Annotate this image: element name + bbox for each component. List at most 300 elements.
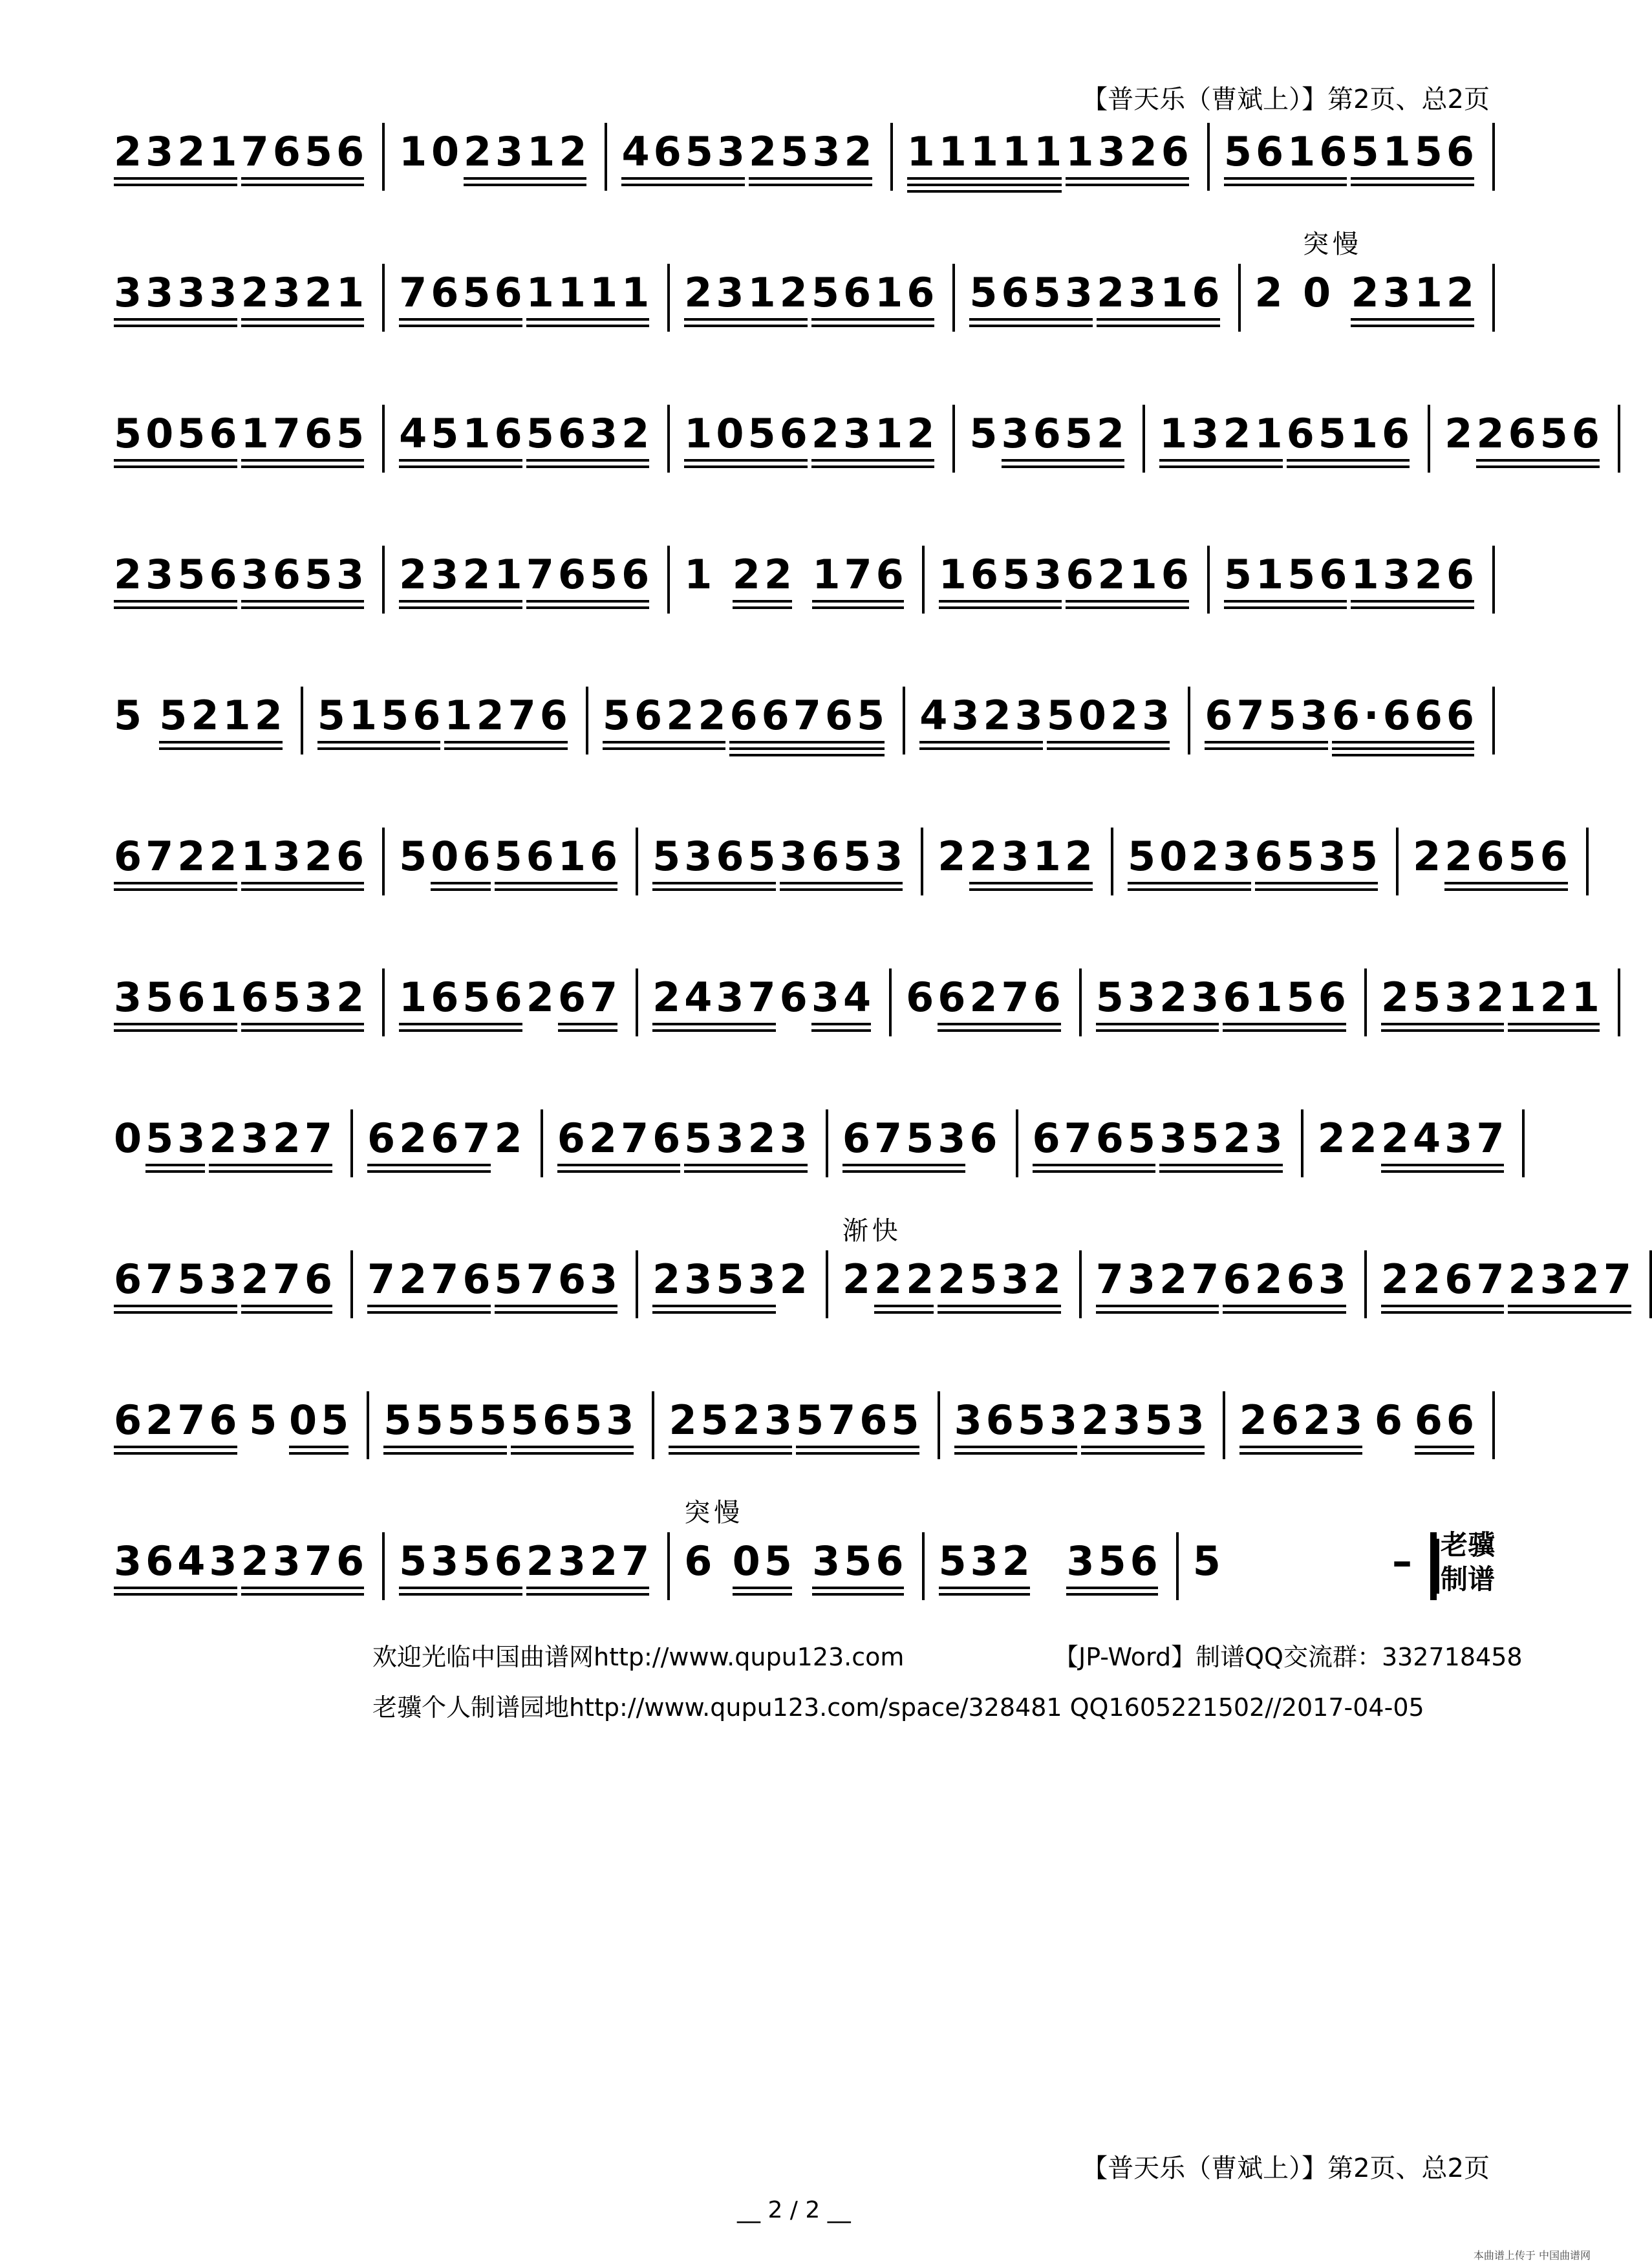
note-text: 4323 [919, 692, 1047, 739]
arranger-signature-line: 制谱 [1440, 1563, 1495, 1595]
underline-sixteenth [526, 606, 650, 609]
underline-sixteenth [114, 888, 237, 891]
note-text: 1656 [399, 974, 526, 1021]
measure [923, 828, 1113, 895]
note-text: 2 [526, 974, 558, 1021]
note-group [510, 1391, 638, 1444]
note-group [1046, 687, 1174, 739]
note-text: 1326 [1066, 128, 1193, 175]
note-group [811, 405, 939, 457]
note-group [431, 123, 464, 175]
underline-sixteenth [1476, 465, 1600, 468]
arranger-signature [1441, 1528, 1495, 1596]
underline-eighth [1508, 1305, 1631, 1307]
measure [114, 1391, 369, 1459]
underline-sixteenth [495, 888, 618, 891]
footer-qq-group: 【JP-Word】制谱QQ交流群：332718458 [1054, 1643, 1523, 1671]
underline-sixteenth [241, 606, 365, 609]
underline-eighth [907, 177, 1062, 180]
note-text: – [1392, 1537, 1416, 1585]
note-text: 7656 [526, 551, 654, 598]
note-text: 05 [289, 1396, 353, 1444]
note-group [1223, 968, 1350, 1021]
underline-eighth [431, 882, 490, 884]
note-text: 67 [557, 974, 622, 1021]
note-text: 5212 [159, 692, 286, 739]
underline-sixteenth [159, 747, 283, 750]
underline-eighth [684, 459, 808, 462]
note-text: 6753 [114, 1256, 241, 1303]
underline-sixteenth [1066, 1593, 1157, 1596]
note-text: 2437 [652, 974, 780, 1021]
note-text: 1 [684, 551, 716, 598]
score-row [114, 687, 1495, 828]
note-text: 5632 [526, 410, 654, 457]
underline-sixteenth [684, 325, 808, 327]
note-group [1444, 405, 1477, 457]
underline-eighth [603, 741, 726, 744]
underline-eighth [811, 318, 935, 321]
underline-eighth [938, 1023, 1061, 1025]
note-text: 2312 [684, 269, 811, 316]
note-text: 1 [399, 128, 431, 175]
note-group [1508, 968, 1604, 1021]
note-text: 1321 [1159, 410, 1287, 457]
underline-eighth [1381, 1023, 1505, 1025]
note-text: 1765 [241, 410, 369, 457]
note-text: 2327 [209, 1115, 336, 1162]
measure [385, 546, 670, 614]
underline-eighth [811, 459, 935, 462]
measure [1210, 123, 1495, 191]
underline-sixteenth [669, 1452, 792, 1455]
note-group [444, 687, 572, 739]
underline-eighth [367, 1305, 491, 1307]
underline-eighth [1002, 459, 1125, 462]
note-group [811, 264, 939, 316]
note-group [241, 1532, 369, 1585]
note-group [114, 1391, 241, 1444]
note-text: 2353 [1081, 1396, 1208, 1444]
note-group [1331, 687, 1478, 739]
underline-sixteenth [367, 1170, 491, 1173]
page-number: __ 2 / 2 __ [737, 2197, 851, 2223]
measure [385, 123, 607, 191]
score-row [114, 123, 1495, 264]
note-group [557, 1109, 685, 1162]
score-row [114, 230, 1495, 405]
measure [114, 968, 385, 1036]
note-text: 5555 [383, 1396, 511, 1444]
note-group [1192, 1532, 1225, 1585]
underline-sixteenth [749, 184, 872, 186]
underline-eighth [1066, 1587, 1157, 1589]
note-text: 2 [938, 833, 970, 880]
note-text: 2376 [241, 1537, 369, 1585]
note-group [209, 1109, 336, 1162]
note-text: 5616 [1223, 128, 1351, 175]
underline-eighth [1239, 1446, 1363, 1448]
underline-eighth [114, 177, 237, 180]
underline-sixteenth [1097, 325, 1220, 327]
note-group [669, 1391, 796, 1444]
underline-sixteenth [969, 325, 1093, 327]
note-text: 6216 [1066, 551, 1193, 598]
underline-eighth [1381, 1164, 1505, 1166]
underline-eighth [114, 1587, 237, 1589]
underline-sixteenth [938, 1029, 1061, 1032]
note-text: 2356 [114, 551, 241, 598]
measure [114, 687, 303, 754]
note-text: 6 [969, 1115, 1002, 1162]
underline-sixteenth [842, 1170, 966, 1173]
note-text: 05 [732, 1537, 796, 1585]
note-text: 4516 [399, 410, 526, 457]
footer-welcome-link[interactable]: 欢迎光临中国曲谱网http://www.qupu123.com [372, 1643, 905, 1671]
note-group [842, 1109, 970, 1162]
note-group [684, 546, 716, 598]
note-group [1205, 687, 1332, 739]
note-group [114, 405, 241, 457]
note-group [969, 405, 1002, 457]
note-group [494, 1109, 526, 1162]
score-row [114, 405, 1604, 546]
measure [543, 1109, 828, 1177]
underline-eighth [241, 459, 365, 462]
measure [1430, 405, 1620, 473]
underline-eighth [289, 1446, 349, 1448]
note-text: 5023 [1127, 833, 1255, 880]
note-text: 6 [906, 974, 938, 1021]
note-text: 1276 [444, 692, 572, 739]
underline-sixteenth [431, 888, 490, 891]
underline-eighth [1444, 882, 1568, 884]
note-group [1066, 546, 1193, 598]
note-text: 5763 [494, 1256, 622, 1303]
underline-eighth [1205, 741, 1328, 744]
note-group [796, 1391, 923, 1444]
note-group [1374, 1391, 1407, 1444]
underline-sixteenth [114, 325, 237, 327]
underline-eighth [464, 177, 587, 180]
underline-eighth [1476, 459, 1600, 462]
underline-eighth [399, 1587, 522, 1589]
underline-sixteenth [114, 606, 237, 609]
note-text: 3653 [241, 551, 369, 598]
underline-sixteenth [526, 465, 650, 468]
underline-sixteenth [796, 1452, 919, 1455]
note-group [1066, 1532, 1162, 1585]
note-text: 5 [114, 692, 146, 739]
note-text: 2532 [938, 1256, 1065, 1303]
underline-sixteenth [1159, 465, 1283, 468]
underline-eighth [1223, 1023, 1346, 1025]
note-text: 6722 [114, 833, 241, 880]
note-group [241, 264, 369, 316]
note-group [494, 1250, 622, 1303]
underline-eighth [1351, 318, 1474, 321]
underline-sixteenth [652, 1311, 776, 1314]
note-group [684, 405, 811, 457]
underline-sixteenth [1351, 325, 1474, 327]
note-group [1302, 230, 1362, 316]
score-row [114, 546, 1495, 687]
underline-eighth [1351, 177, 1474, 180]
note-group [526, 546, 654, 598]
note-text: 176 [812, 551, 908, 598]
measure [114, 828, 385, 895]
measure [670, 546, 925, 614]
tempo-mark: 突慢 [684, 1498, 744, 1528]
underline-eighth [241, 1023, 365, 1025]
measure-group [114, 1391, 1495, 1532]
underline-sixteenth [812, 1593, 903, 1596]
underline-sixteenth [1223, 1311, 1346, 1314]
note-group [1239, 1391, 1367, 1444]
note-text: 2327 [1508, 1256, 1636, 1303]
measure [385, 968, 638, 1036]
note-group [954, 1391, 1082, 1444]
measure [828, 1109, 1018, 1177]
note-text: 06 [431, 833, 495, 880]
note-group [1081, 1391, 1208, 1444]
measure [1367, 968, 1620, 1036]
underline-eighth [652, 882, 776, 884]
tempo-mark: 突慢 [1302, 230, 1362, 259]
footer-personal-space[interactable]: 老骥个人制谱园地http://www.qupu123.com/space/328481 QQ1605221502//2017-04-05 [372, 1693, 1424, 1722]
underline-sixteenth [1332, 747, 1474, 750]
underline-sixteenth [241, 1311, 332, 1314]
underline-sixteenth [289, 1452, 349, 1455]
underline-eighth [652, 1023, 776, 1025]
note-text: 5653 [510, 1396, 638, 1444]
underline-eighth [1081, 1446, 1205, 1448]
note-text: 7656 [241, 128, 369, 175]
measure-group [114, 968, 1604, 1109]
note-text: 66765 [729, 692, 889, 739]
underline-sixteenth [399, 606, 522, 609]
measure [1179, 1529, 1495, 1600]
underline-sixteenth [919, 747, 1043, 750]
score-row [114, 828, 1572, 968]
note-group [114, 828, 241, 880]
underline-eighth [1047, 741, 1170, 744]
note-text: 5 [249, 1396, 281, 1444]
underline-sixteenth [1205, 747, 1328, 750]
measure [1190, 687, 1495, 754]
note-text: 5 [969, 410, 1002, 457]
note-group [1508, 1250, 1636, 1303]
underline-sixteenth [241, 1593, 365, 1596]
measure-group [114, 405, 1604, 546]
underline-eighth [495, 882, 618, 884]
underline-sixteenth [1508, 1311, 1631, 1314]
underline-sixteenth [938, 1311, 1061, 1314]
note-group [1351, 123, 1478, 175]
note-group [367, 1250, 495, 1303]
note-group [729, 687, 889, 739]
underline-sixteenth [1066, 606, 1189, 609]
underline-eighth [114, 1305, 237, 1307]
underline-sixteenth [1128, 888, 1251, 891]
underline-sixteenth [114, 1029, 237, 1032]
note-text: 2312 [1351, 269, 1478, 316]
measure [114, 1109, 353, 1177]
measure [1367, 1250, 1652, 1318]
note-group [399, 264, 526, 316]
underline-eighth [114, 882, 237, 884]
underline-eighth [684, 1164, 808, 1166]
underline-sixteenth [684, 1170, 808, 1173]
note-text: 2532 [1380, 974, 1508, 1021]
note-text: 3333 [114, 269, 241, 316]
underline-eighth [241, 177, 365, 180]
note-group [1159, 405, 1287, 457]
note-text: 6267 [367, 1115, 495, 1162]
note-group [652, 968, 780, 1021]
note-text: 356 [1066, 1537, 1162, 1585]
underline-eighth [780, 882, 903, 884]
note-text: 2353 [652, 1256, 780, 1303]
measure [1082, 1250, 1367, 1318]
measure [925, 1532, 1179, 1600]
note-text: 1326 [1351, 551, 1478, 598]
underline-thirtysecond [907, 190, 1062, 193]
measure-group [114, 546, 1495, 687]
note-text: 1326 [241, 833, 369, 880]
note-group [114, 1109, 146, 1162]
note-group [1096, 264, 1224, 316]
note-group [812, 1532, 908, 1585]
measure [1303, 1109, 1525, 1177]
underline-sixteenth [1033, 1170, 1156, 1173]
note-text: 6·666 [1331, 692, 1478, 739]
note-text: 2 [842, 1256, 874, 1303]
underline-eighth [621, 177, 745, 180]
note-text: 6263 [1223, 1256, 1350, 1303]
note-text: 2267 [1380, 1256, 1508, 1303]
note-group [938, 546, 1066, 598]
note-text: 532 [938, 1537, 1034, 1585]
measure [1018, 1109, 1303, 1177]
note-group [938, 968, 1065, 1021]
note-text: 5156 [1223, 551, 1351, 598]
underline-eighth [969, 318, 1093, 321]
measure [1210, 546, 1495, 614]
note-text: 6276 [114, 1396, 241, 1444]
underline-sixteenth [939, 606, 1062, 609]
note-group [811, 968, 875, 1021]
underline-sixteenth [399, 1593, 522, 1596]
measure [385, 1532, 670, 1600]
note-text: 3643 [114, 1537, 241, 1585]
measure [114, 1250, 353, 1318]
underline-sixteenth [399, 1029, 522, 1032]
underline-eighth [733, 600, 792, 603]
note-group [1095, 1250, 1223, 1303]
note-group [684, 1498, 744, 1585]
underline-sixteenth [733, 606, 792, 609]
underline-sixteenth [399, 465, 522, 468]
note-group [1380, 968, 1508, 1021]
measure [1241, 230, 1496, 332]
note-text: 7656 [399, 269, 526, 316]
note-text: 3523 [1159, 1115, 1287, 1162]
underline-eighth [241, 318, 365, 321]
underline-sixteenth [652, 888, 776, 891]
underline-eighth [444, 741, 568, 744]
underline-sixteenth [874, 1311, 934, 1314]
note-text: 6532 [241, 974, 369, 1021]
underline-sixteenth [399, 325, 522, 327]
measure [114, 123, 385, 191]
note-group [1317, 1109, 1349, 1162]
note-group [874, 1250, 938, 1303]
underline-sixteenth [145, 1170, 205, 1173]
note-text: 6276 [557, 1115, 685, 1162]
score-row [114, 1109, 1508, 1250]
note-text: 6765 [1032, 1115, 1160, 1162]
underline-sixteenth [811, 465, 935, 468]
note-text: 2327 [526, 1537, 654, 1585]
measure-group [114, 828, 1572, 968]
underline-sixteenth [969, 888, 1093, 891]
note-group [1223, 546, 1351, 598]
measure [670, 405, 955, 473]
note-text: 0 [431, 128, 464, 175]
underline-sixteenth [939, 1593, 1030, 1596]
note-text: 0 [1302, 269, 1335, 316]
underline-eighth [526, 1587, 650, 1589]
underline-sixteenth [1444, 888, 1568, 891]
underline-sixteenth [812, 606, 903, 609]
underline-sixteenth [114, 1452, 237, 1455]
measure [638, 1250, 828, 1318]
note-text: 2312 [811, 410, 939, 457]
note-group [241, 1250, 336, 1303]
note-group [431, 828, 495, 880]
note-text: 2 [1254, 269, 1287, 316]
underline-sixteenth [780, 888, 903, 891]
note-group [399, 546, 526, 598]
underline-eighth [969, 882, 1093, 884]
underline-eighth [812, 600, 903, 603]
note-text: 5356 [399, 1537, 526, 1585]
score-row [114, 1216, 1636, 1391]
measure [1082, 968, 1367, 1036]
underline-eighth [241, 882, 365, 884]
measure-group [114, 1216, 1636, 1391]
underline-sixteenth [114, 1593, 237, 1596]
note-text: 2 [494, 1115, 526, 1162]
measure [940, 1391, 1225, 1459]
underline-eighth [399, 600, 522, 603]
note-group [249, 1391, 281, 1444]
note-group [526, 405, 654, 457]
note-group [1127, 828, 1255, 880]
underline-eighth [399, 1023, 522, 1025]
underline-sixteenth [1223, 1029, 1346, 1032]
underline-eighth [684, 318, 808, 321]
note-group [114, 264, 241, 316]
underline-sixteenth [1381, 1170, 1505, 1173]
underline-sixteenth [464, 184, 587, 186]
underline-eighth [114, 459, 237, 462]
measure [638, 828, 923, 895]
underline-sixteenth [1002, 465, 1125, 468]
note-group [652, 1250, 780, 1303]
note-group [779, 1250, 811, 1303]
